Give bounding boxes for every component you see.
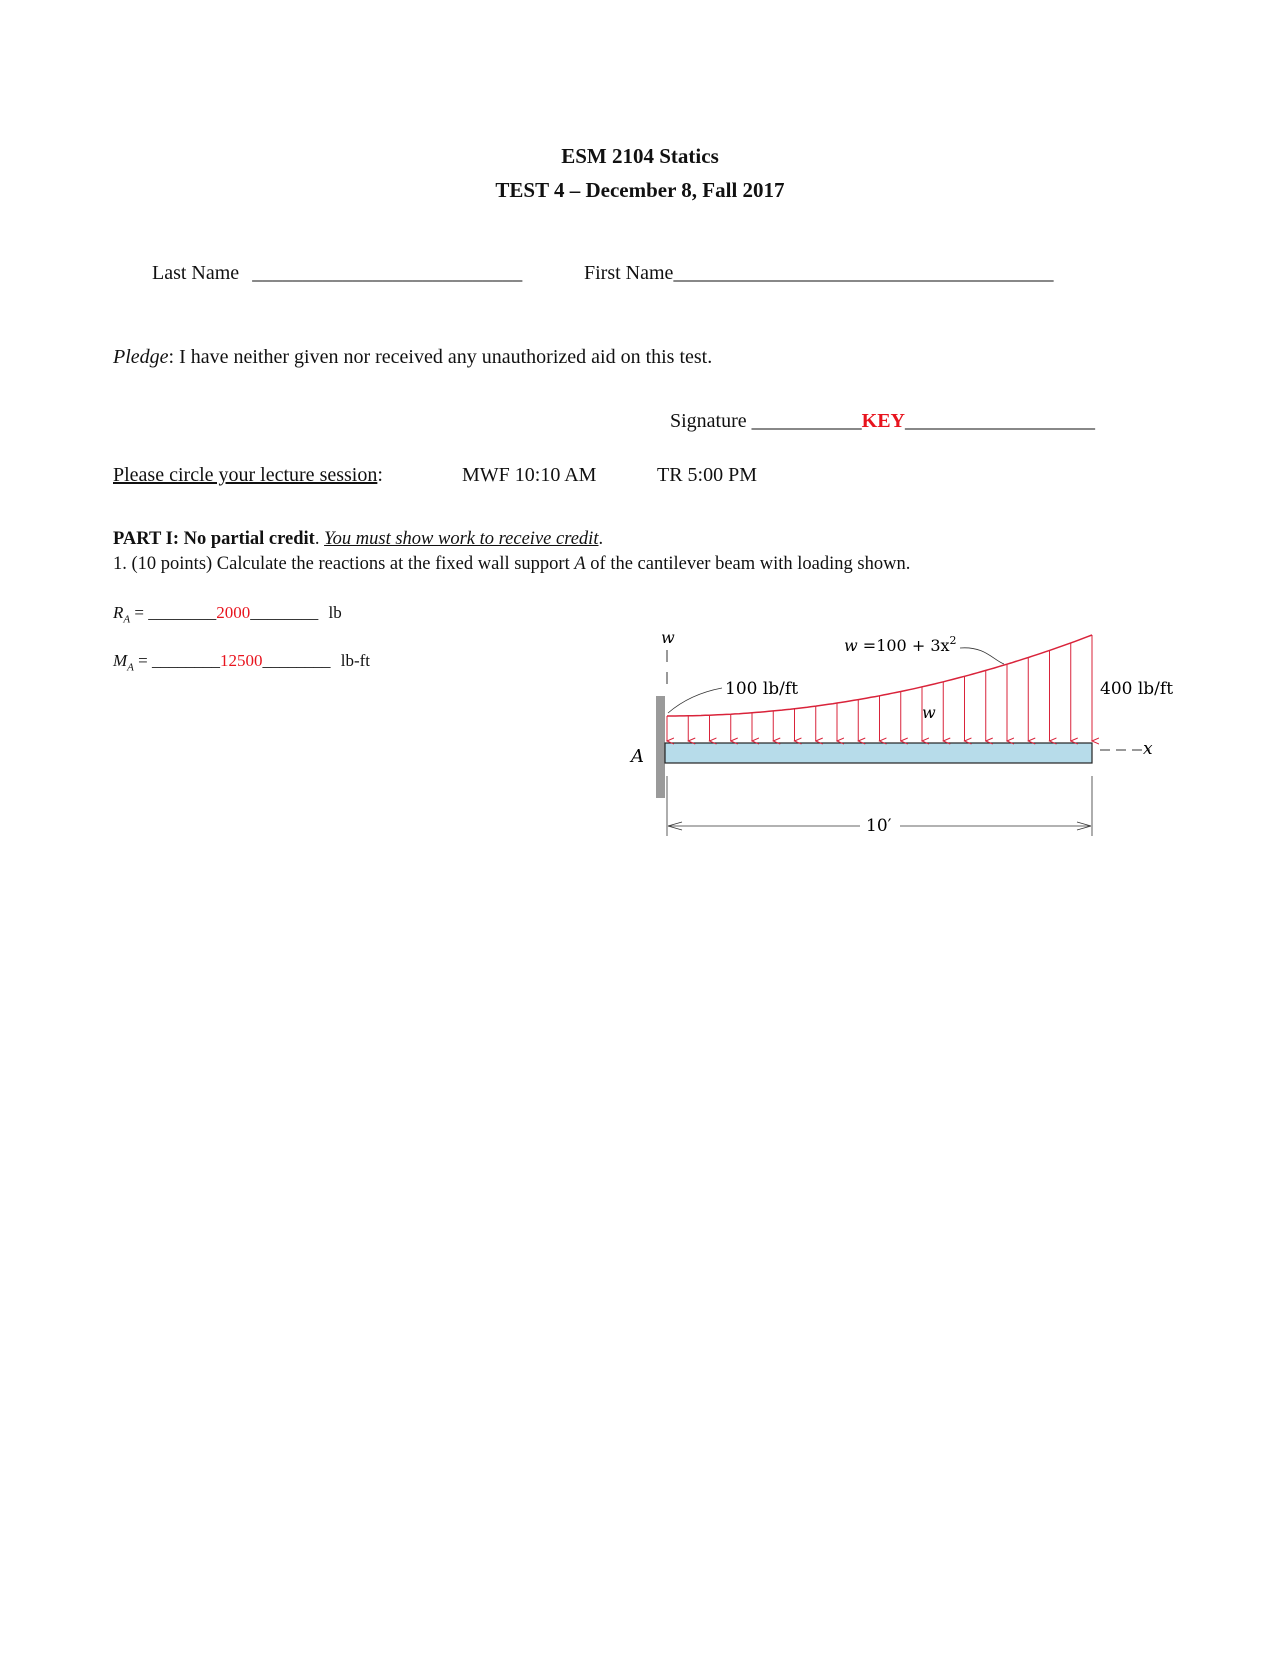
ma-sub: A [127,661,134,674]
ma-blank-after: ________ [262,651,331,670]
ra-eq: = [130,603,149,622]
course-title: ESM 2104 Statics [561,144,719,168]
fixed-wall [656,696,665,798]
part1-note-end: . [598,529,604,549]
pledge-text: : I have neither given nor received any unauthorized aid on this test. [168,346,713,368]
first-name-label: First Name [584,262,674,284]
ra-value[interactable]: 2000 [216,603,251,622]
ma-blank-before: ________ [152,651,220,670]
ma-value[interactable]: 12500 [220,651,263,670]
last-name-row [152,262,522,285]
signature-blank-before: ___________ [751,410,862,432]
x-axis-label: x [1143,739,1153,759]
left-load-leader [668,688,722,713]
session-prompt: Please circle your lecture session [113,464,378,486]
question-1-prefix: 1. (10 points) Calculate the reactions at the fixed wall support [113,554,575,574]
equation-lhs: w [844,636,858,655]
equation-rhs: =100 + 3x [857,636,950,655]
equation-exp: 2 [949,634,957,647]
ra-blank-after: ________ [250,603,319,622]
last-name-field[interactable]: ___________________________ [252,262,523,284]
left-load-label: 100 lb/ft [725,679,799,699]
session-row [113,464,383,487]
ra-unit: lb [328,603,342,622]
part1-note: You must show work to receive credit [324,529,599,549]
answer-ma [113,651,370,673]
test-title: TEST 4 – December 8, Fall 2017 [495,178,785,202]
right-load-label: 400 lb/ft [1100,679,1174,699]
length-label: 10′ [866,816,892,836]
pledge [113,346,712,369]
pledge-label: Pledge [113,346,169,368]
ra-symbol: R [113,603,124,622]
session-option-mwf[interactable]: MWF 10:10 AM [462,464,597,486]
session-colon: : [377,464,383,486]
part1-heading-row [113,529,603,550]
beam [665,743,1092,763]
signature-label: Signature [670,410,747,432]
question-1 [113,554,910,575]
signature-value[interactable]: KEY [861,410,905,432]
support-a-label: A [631,746,644,767]
first-name-field[interactable]: ______________________________________ [673,262,1054,284]
load-equation [844,634,957,655]
question-1-suffix: of the cantilever beam with loading shown. [585,554,911,574]
answer-ra [113,603,342,625]
ra-sub: A [123,613,131,626]
ma-unit: lb-ft [340,651,371,670]
question-1-var: A [574,554,586,574]
w-mid-label: w [922,703,936,722]
ma-eq: = [133,651,152,670]
part1-period: . [314,529,325,549]
session-option-tr[interactable]: TR 5:00 PM [657,464,758,486]
cantilever-beam-figure [610,620,1210,840]
last-name-label: Last Name [152,262,240,284]
ma-symbol: M [113,651,128,670]
signature-blank-after: ___________________ [905,410,1095,432]
signature-row [670,410,1095,433]
part1-heading: PART I: No partial credit [113,529,315,549]
ra-blank-before: ________ [148,603,217,622]
first-name-row [584,262,1053,285]
equation-leader [960,648,1004,664]
w-axis-label: w [661,628,675,647]
